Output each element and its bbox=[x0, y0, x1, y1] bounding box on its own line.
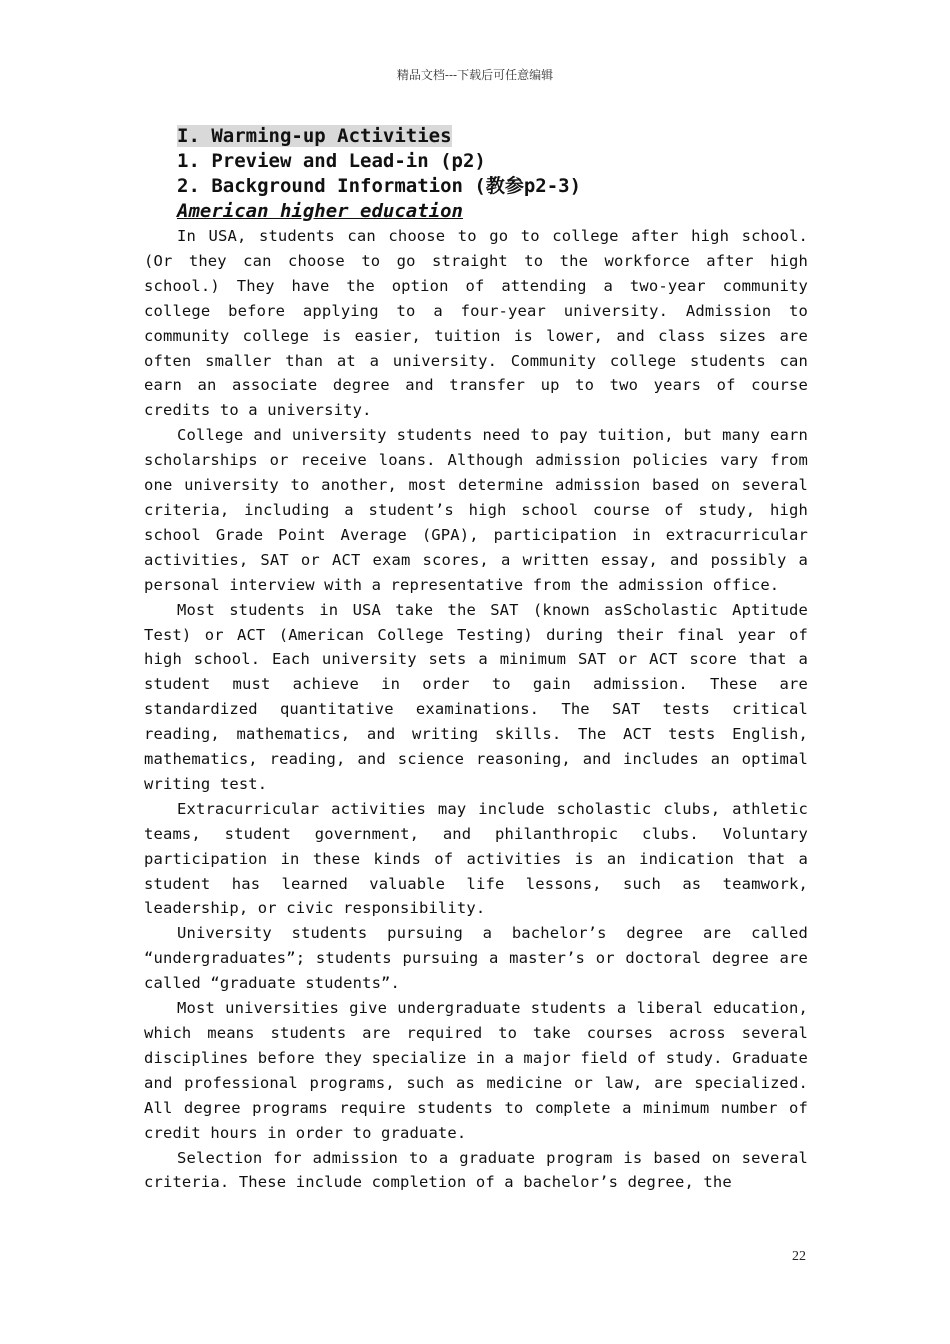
subtitle-heading: American higher education bbox=[177, 200, 463, 222]
paragraph-2: College and university students need to pay tuition, but many earn scholarships or receive loans. Although admission policies vary from one university to another, most determine admission based on several criteria, including a student’s high school course of study, high school Grade Point Average (GPA), participation in extracurricular activities, SAT or ACT exam scores, a written essay, and possibly a personal interview with a representative from the admission office. bbox=[144, 426, 808, 594]
page-header: 精品文档---下载后可任意编辑 bbox=[396, 68, 554, 82]
page-number: 22 bbox=[792, 1249, 806, 1264]
paragraph-3: Most students in USA take the SAT (known asScholastic Aptitude Test) or ACT (American College Testing) during their final year of high school. Each university sets a minimum SAT or ACT score that a student must achieve in order to gain admission. These are standardized quantitative examinations. The SAT tests critical reading, mathematics, and writing skills. The ACT tests English, mathematics, reading, and science reasoning, and includes an optimal writing test. bbox=[144, 600, 808, 793]
paragraph-6: Most universities give undergraduate students a liberal education, which means students are required to take courses across several disciplines before they specialize in a major field of study. Graduate and professional programs, such as medicine or law, are specialized. All degree programs require students to complete a minimum number of credit hours in order to graduate. bbox=[144, 999, 808, 1142]
background-heading: 2. Background Information (教参p2-3) bbox=[177, 175, 582, 197]
preview-heading: 1. Preview and Lead-in (p2) bbox=[177, 150, 486, 172]
paragraph-4: Extracurricular activities may include scholastic clubs, athletic teams, student government, and philanthropic clubs. Voluntary participation in these kinds of activities is an indication that a student has learned valuable life lessons, such as teamwork, leadership, or civic responsibility. bbox=[144, 799, 808, 918]
section-heading bbox=[144, 124, 808, 149]
paragraph-5: University students pursuing a bachelor’s degree are called “undergraduates”; students pursuing a master’s or doctoral degree are called “graduate students”. bbox=[144, 924, 808, 993]
paragraph-1: In USA, students can choose to go to college after high school. (Or they can choose to go straight to the workforce after high school.) They have the option of attending a two-year community college before applying to a four-year university. Admission to community college is easier, tuition is lower, and class sizes are often smaller than at a university. Community college students can earn an associate degree and transfer up to two years of course credits to a university. bbox=[144, 227, 808, 420]
document-body bbox=[144, 124, 808, 1195]
section-heading-text: I. Warming-up Activities bbox=[177, 125, 452, 147]
paragraph-7: Selection for admission to a graduate program is based on several criteria. These include completion of a bachelor’s degree, the bbox=[144, 1148, 808, 1192]
